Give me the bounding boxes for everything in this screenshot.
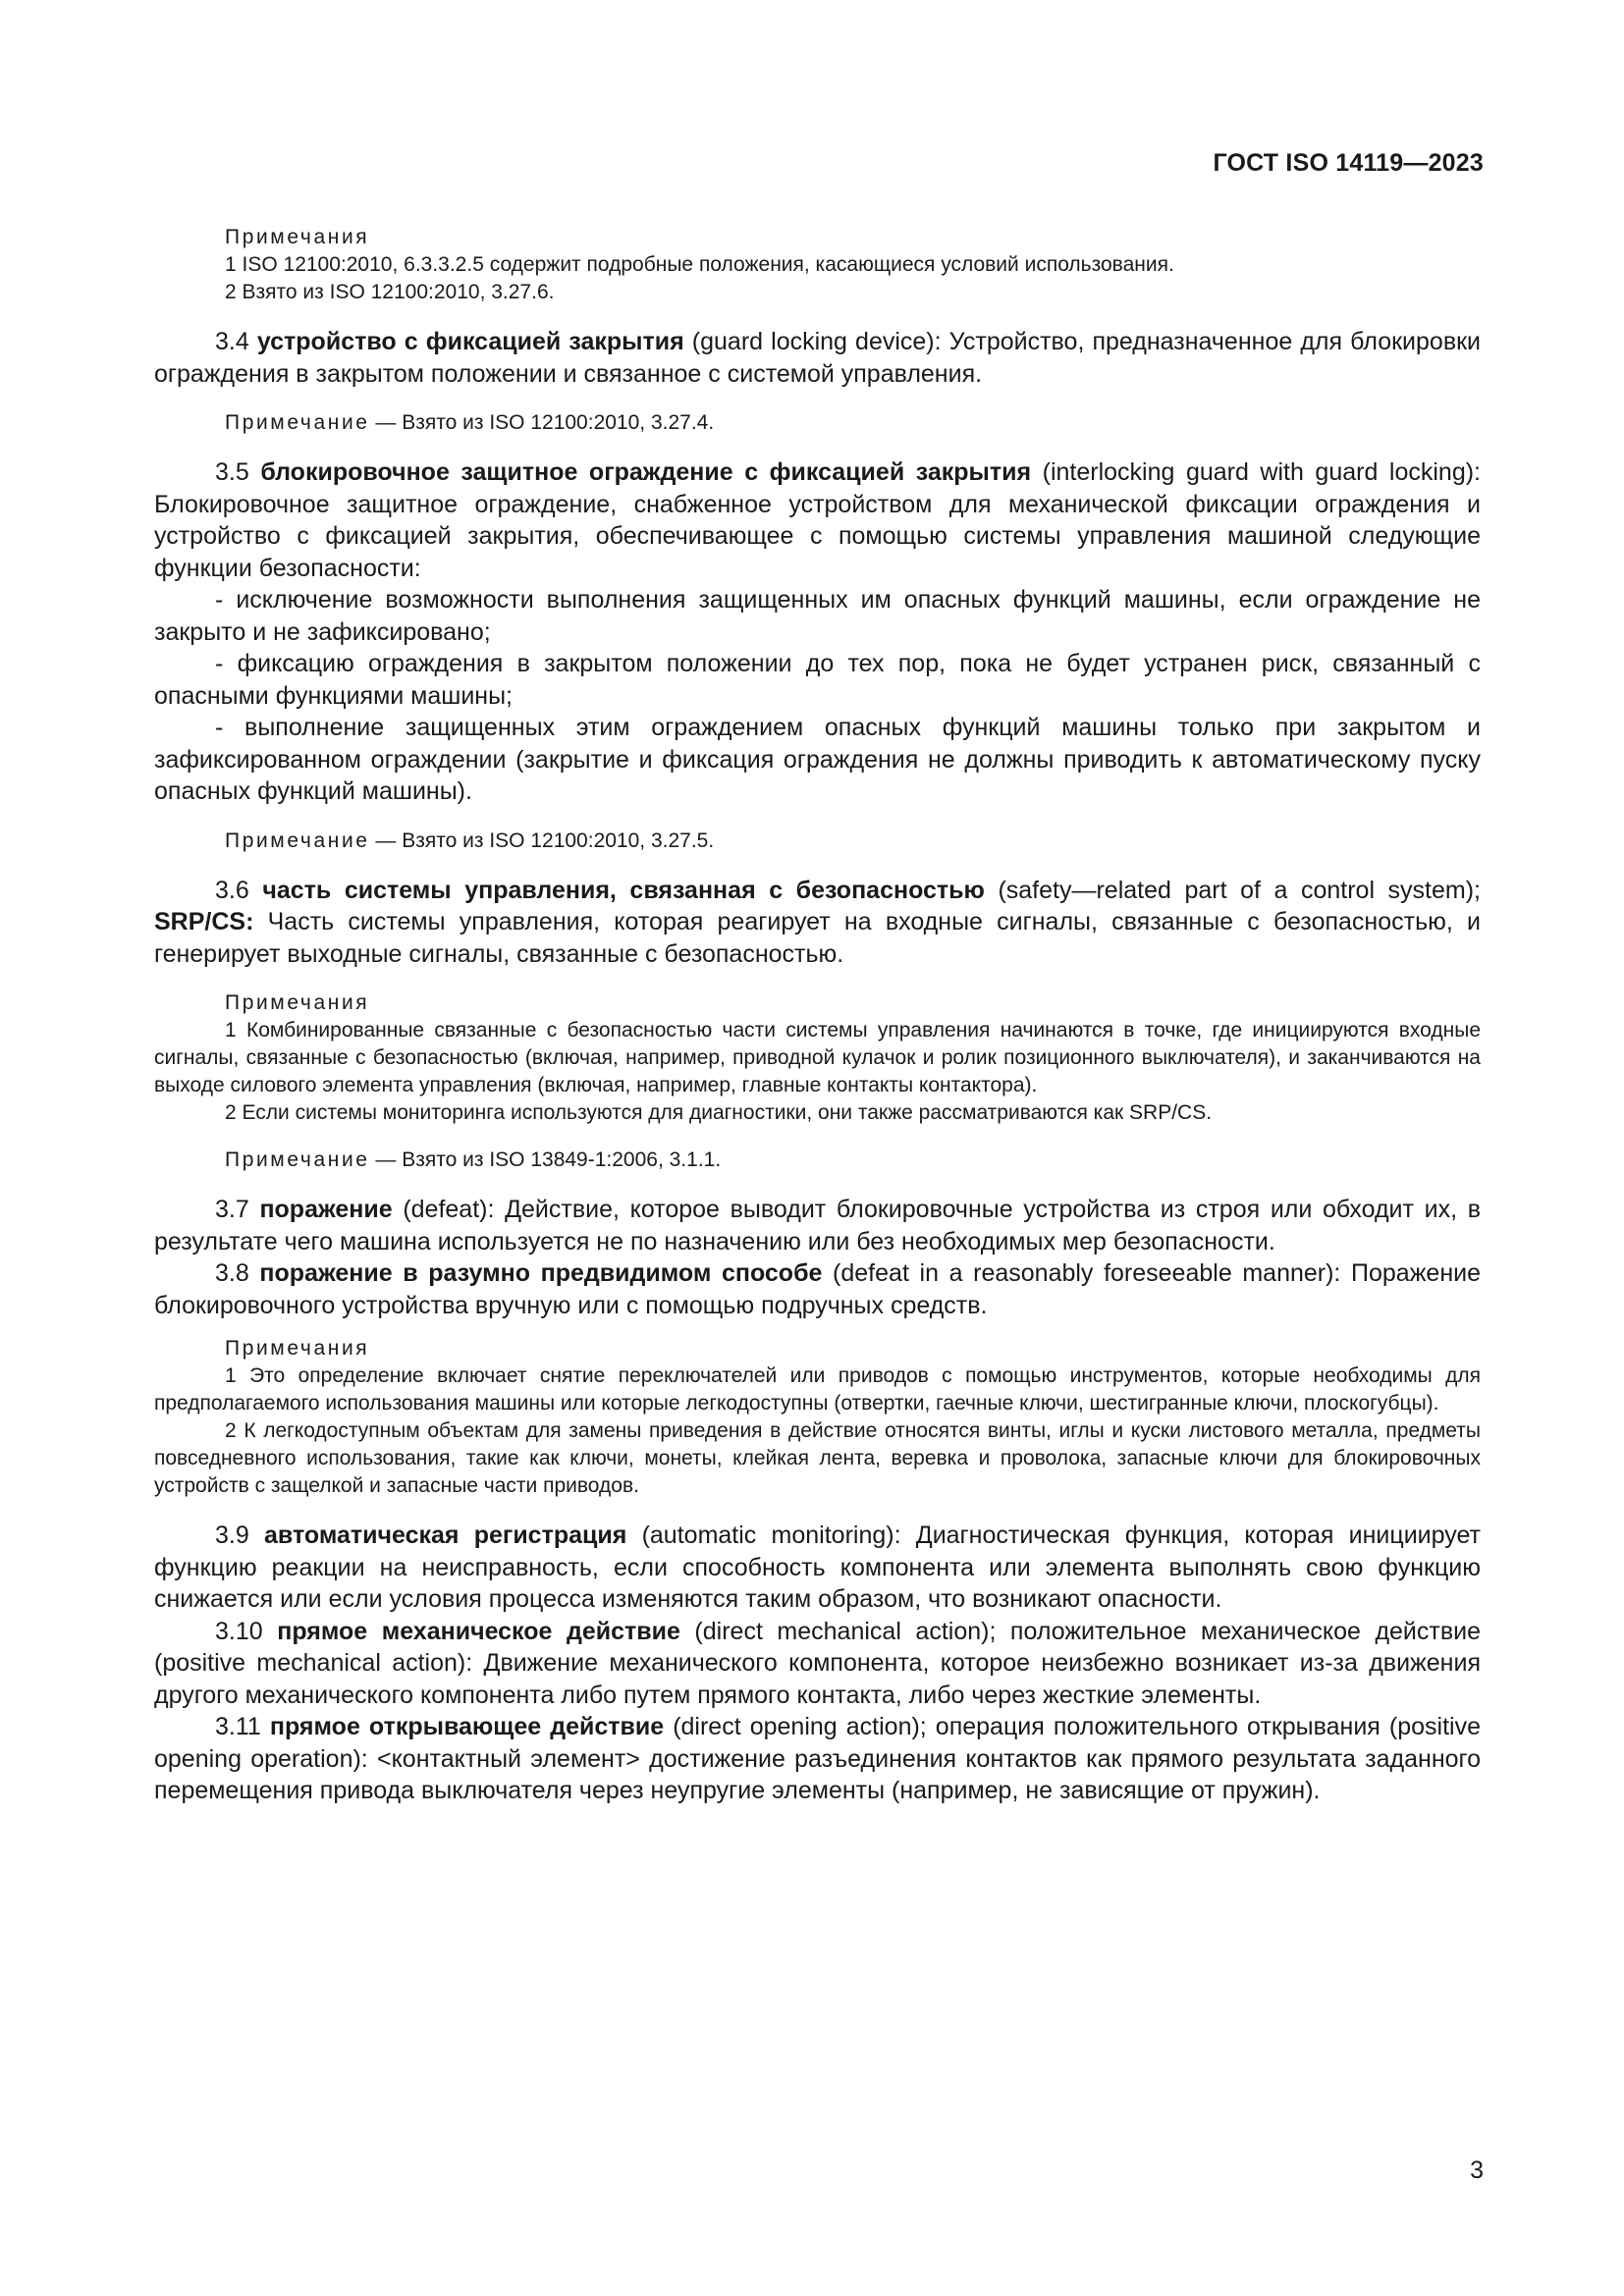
note-line: 2 Взято из ISO 12100:2010, 3.27.6. <box>225 281 555 303</box>
term-title: часть системы управления, связанная с безопасностью <box>262 876 985 904</box>
note-line: 1 Это определение включает снятие переключателей или приводов с помощью инструментов, которые необходимы для предполагаемого использования машины или которые легкодоступны (отвертки, гаечные ключи, шестигранные ключи, плоскогубцы). <box>154 1364 1481 1415</box>
term-title: автоматическая регистрация <box>264 1522 627 1549</box>
note-3-4: Примечание — Взято из ISO 12100:2010, 3.27.4. <box>225 411 715 434</box>
notes-label: Примечания <box>225 1337 370 1360</box>
note-line: 1 Комбинированные связанные с безопасностью части системы управления начинаются в точке, где инициируются входные сигналы, связанные с безопасностью (включая, например, приводной кулачок и ролик позиционного выключателя), и заканчиваются на выходе силового элемента управления (включая, например, главные контакты контактора). <box>154 1019 1481 1096</box>
note-3-6: Примечание — Взято из ISO 13849-1:2006, 3.1.1. <box>225 1148 722 1171</box>
term-title: поражение в разумно предвидимом способе <box>259 1259 823 1287</box>
term-title: прямое механическое действие <box>277 1617 680 1645</box>
definition-3-8: 3.8 поражение в разумно предвидимом способе (defeat in a reasonably foreseeable manner): Поражение блокировочного устройства вручную или с помощью подручных средств. <box>154 1259 1481 1319</box>
term-title: устройство с фиксацией закрытия <box>256 328 684 355</box>
document-body <box>154 224 1481 1807</box>
note-3-5: Примечание — Взято из ISO 12100:2010, 3.27.5. <box>225 828 715 852</box>
definition-3-9: 3.9 автоматическая регистрация (automatic monitoring): Диагностическая функция, которая инициирует функцию реакции на неисправность, если способность компонента или элемента выполнять свою функцию снижается или если условия процесса изменяются таким образом, что возникают опасности. <box>154 1522 1482 1613</box>
note-line: 1 ISO 12100:2010, 6.3.3.2.5 содержит подробные положения, касающиеся условий использования. <box>225 253 1174 276</box>
list-item: - выполнение защищенных этим ограждением опасных функций машины только при закрытом и зафиксированном ограждении (закрытие и фиксация ограждения не должны приводить к автоматическому пуску опасных функций машины). <box>154 714 1481 805</box>
definition-3-10: 3.10 прямое механическое действие (direct mechanical action); положительное механическое действие (positive mechanical action): Движение механического компонента, которое неизбежно возникает из-за движения другого механического компонента либо путем прямого контакта, либо через жесткие элементы. <box>154 1617 1481 1709</box>
definition-3-4: 3.4 устройство с фиксацией закрытия (guard locking device): Устройство, предназначенное для блокировки ограждения в закрытом положении и связанное с системой управления. <box>154 328 1482 388</box>
term-abbreviation: SRP/CS: <box>154 908 254 935</box>
list-item: - исключение возможности выполнения защищенных им опасных функций машины, если ограждение не закрыто и не зафиксировано; <box>154 586 1481 646</box>
document-designation: ГОСТ ISO 14119—2023 <box>1213 149 1484 177</box>
note-line: 2 Если системы мониторинга используются для диагностики, они также рассматриваются как SRP/CS. <box>225 1101 1213 1124</box>
page-number: 3 <box>1470 2157 1484 2184</box>
notes-label: Примечания <box>225 991 370 1014</box>
term-title: прямое открывающее действие <box>269 1713 665 1740</box>
term-title: поражение <box>259 1196 393 1223</box>
list-item: - фиксацию ограждения в закрытом положении до тех пор, пока не будет устранен риск, связанный с опасными функциями машины; <box>154 650 1481 710</box>
definition-3-11: 3.11 прямое открывающее действие (direct opening action); операция положительного открывания (positive opening operation): <контактный элемент> достижение разъединения контактов как прямого результата заданного перемещения привода выключателя через неупругие элементы (например, не зависящие от пружин). <box>154 1713 1482 1804</box>
definition-3-6: 3.6 часть системы управления, связанная с безопасностью (safety—related part of a control system); SRP/CS: Часть системы управления, которая реагирует на входные сигналы, связанные с безопасностью, и генерирует выходные сигналы, связанные с безопасностью. <box>154 876 1481 968</box>
definition-3-7: 3.7 поражение (defeat): Действие, которое выводит блокировочные устройства из строя или обходит их, в результате чего машина используется не по назначению или без необходимых мер безопасности. <box>154 1196 1481 1255</box>
term-title: блокировочное защитное ограждение с фиксацией закрытия <box>260 458 1032 486</box>
notes-label: Примечания <box>225 226 370 248</box>
definition-3-5: 3.5 блокировочное защитное ограждение с фиксацией закрытия (interlocking guard with guard locking): Блокировочное защитное ограждение, снабженное устройством для механической фиксации ограждения и устройство с фиксацией закрытия, обеспечивающее с помощью системы управления машиной следующие функции безопасности: <box>154 458 1481 582</box>
note-line: 2 К легкодоступным объектам для замены приведения в действие относятся винты, иглы и куски листового металла, предметы повседневного использования, такие как ключи, монеты, клейкая лента, веревка и проволока, запасные ключи для блокировочных устройств с защелкой и запасные части приводов. <box>154 1419 1481 1497</box>
